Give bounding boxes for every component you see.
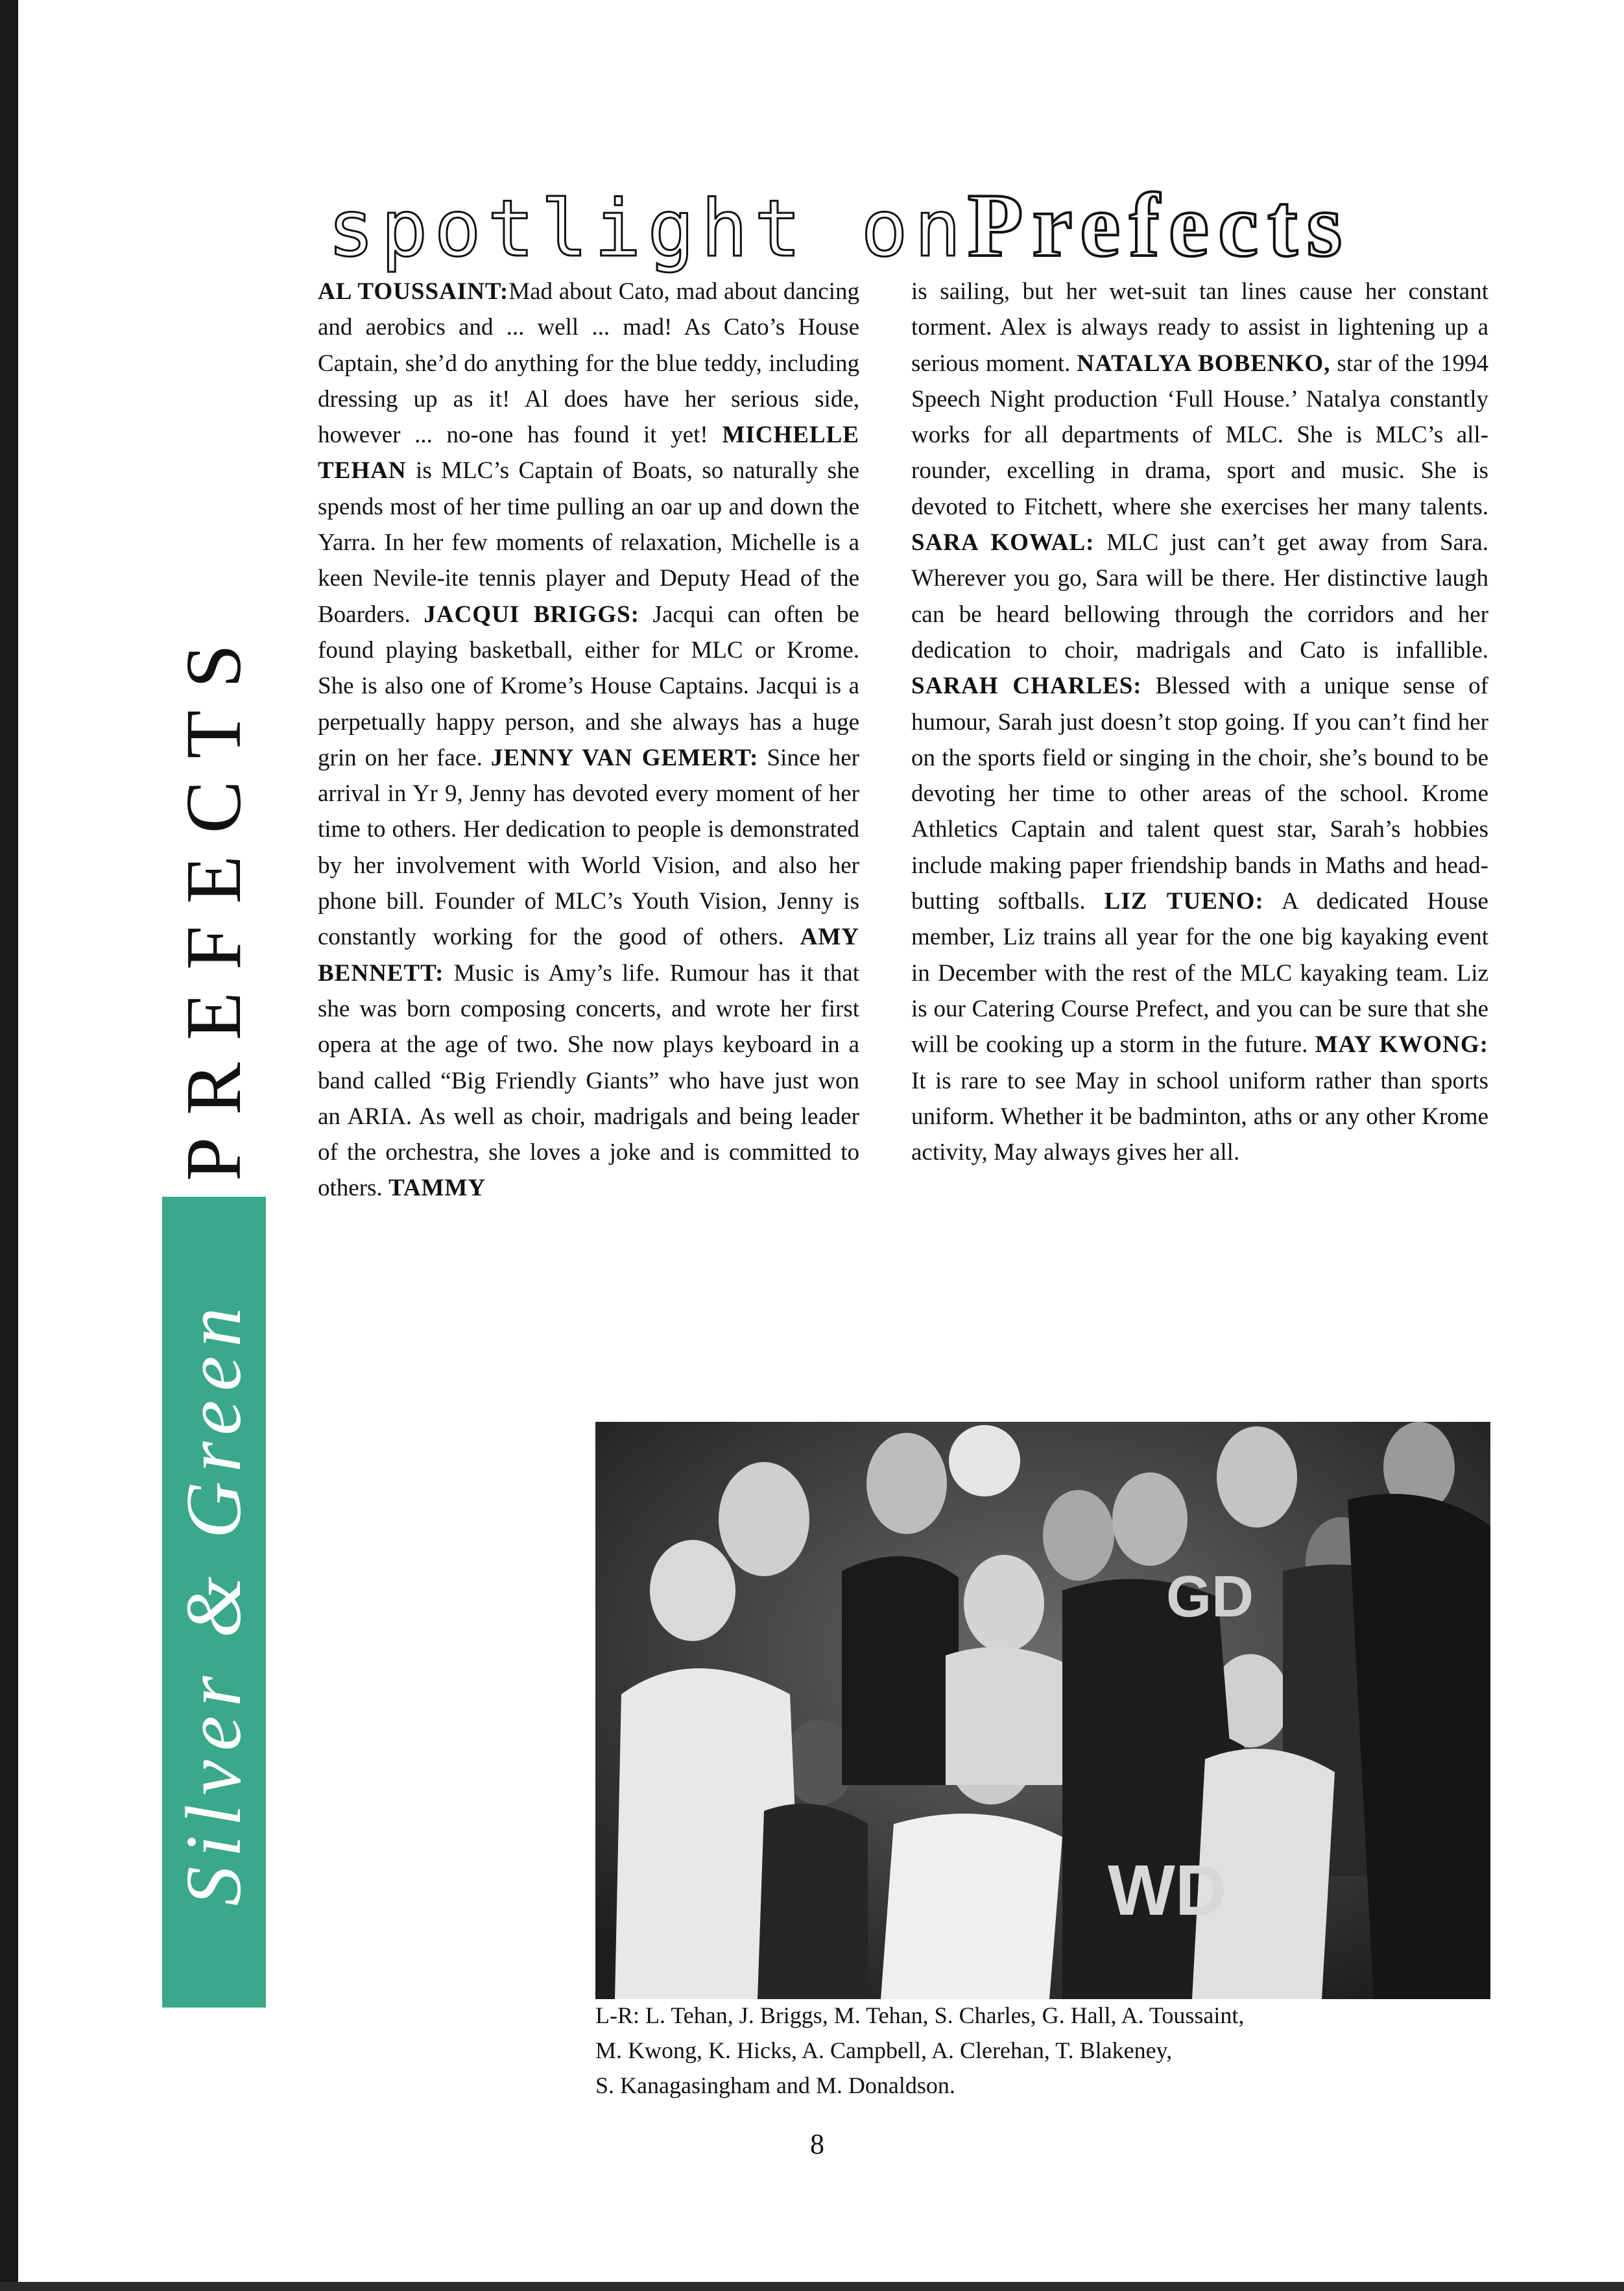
- prefect-name: LIZ TUENO:: [1104, 888, 1264, 915]
- article-column-left: [318, 274, 859, 1206]
- caption-line: M. Kwong, K. Hicks, A. Campbell, A. Clerehan, T. Blakeney,: [595, 2037, 1173, 2063]
- article-text: Music is Amy’s life. Rumour has it that she was born composing concerts, and wrote her first opera at the age of two. She now plays keyboard in a band called “Big Friendly Giants” who have just won an ARIA. As well as choir, madrigals and being leader of the orchestra, she loves a joke and is committed to others.: [318, 959, 859, 1202]
- banner-prefects: PREFECTS: [170, 622, 257, 1181]
- group-photo-image: [595, 1422, 1490, 1999]
- photo-caption: [595, 1998, 1503, 2103]
- article-text: Blessed with a unique sense of humour, Sarah just doesn’t stop going. If you can’t find her on the sports field or singing in the choir, she’s bound to be devoting her time to other areas of the school. Krome Athletics Captain and talent quest star, Sarah’s hobbies include making paper friendship bands in Maths and head-butting softballs.: [911, 673, 1488, 915]
- prefect-name: NATALYA BOBENKO,: [1077, 350, 1331, 377]
- page-title: [328, 174, 1430, 278]
- article-text: A dedicated House member, Liz trains all year for the one big kayaking event in December with the rest of the MLC kayaking team. Liz is our Catering Course Prefect, and you can be sure that she will be cooking up a storm in the future.: [911, 888, 1488, 1059]
- article-text: Since her arrival in Yr 9, Jenny has devoted every moment of her time to others. Her dedication to people is demonstrated by her involvement with World Vision, and also her phone bill. Founder of MLC’s Youth Vision, Jenny is constantly working for the good of others.: [318, 744, 859, 951]
- prefect-name: MICHELLE TEHAN: [318, 422, 859, 485]
- prefect-name: AMY BENNETT:: [318, 924, 859, 987]
- article-text: It is rare to see May in school uniform rather than sports uniform. Whether it be badminton, aths or any other Krome activity, May always gives her all.: [911, 1067, 1488, 1166]
- article-text: Mad about Cato, mad about dancing and aerobics and ... well ... mad! As Cato’s House Captain, she’d do anything for the blue teddy, including dressing up as it! Al does have her serious side, however ... no-one has found it yet!: [318, 278, 860, 449]
- prefect-name: AL TOUSSAINT:: [318, 278, 509, 305]
- article-text: MLC just can’t get away from Sara. Wherever you go, Sara will be there. Her distinctive laugh can be heard bellowing through the corridors and her dedication to choir, madrigals and Cato is infallible.: [911, 529, 1488, 664]
- title-spotlight: spotlight on: [328, 184, 968, 274]
- prefect-name: JENNY VAN GEMERT:: [490, 744, 759, 771]
- article-text: Jacqui can often be found playing basketball, either for MLC or Krome. She is also one of Krome’s House Captains. Jacqui is a perpetually happy person, and she always has a huge grin on her face.: [318, 601, 859, 771]
- vertical-section-banner: [162, 606, 266, 2008]
- article-text: is sailing, but her wet-suit tan lines cause her constant torment. Alex is always ready to assist in lightening up a serious moment.: [911, 278, 1488, 377]
- scan-edge: [0, 0, 18, 2291]
- scan-edge-bottom: [0, 2282, 1624, 2291]
- prefect-name: SARAH CHARLES:: [911, 673, 1142, 700]
- page-number: 8: [810, 2128, 824, 2160]
- caption-line: L-R: L. Tehan, J. Briggs, M. Tehan, S. Charles, G. Hall, A. Toussaint,: [595, 2002, 1245, 2028]
- article-column-right: [911, 274, 1488, 1170]
- article-text: star of the 1994 Speech Night production ‘Full House.’ Natalya constantly works for all departments of MLC. She is MLC’s all-rounder, excelling in drama, sport and music. She is devoted to Fitchett, where she exercises her many talents.: [911, 350, 1488, 520]
- prefect-name: JACQUI BRIGGS:: [424, 601, 639, 628]
- article-text: is MLC’s Captain of Boats, so naturally she spends most of her time pulling an oar up and down the Yarra. In her few moments of relaxation, Michelle is a keen Nevile-ite tennis player and Deputy Head of the Boarders.: [318, 457, 859, 628]
- prefect-name: SARA KOWAL:: [911, 529, 1095, 557]
- banner-silver-green: Silver & Green: [170, 1298, 257, 1906]
- svg-text:WD: WD: [1108, 1851, 1227, 1930]
- prefect-name: TAMMY: [388, 1175, 486, 1202]
- caption-line: S. Kanagasingham and M. Donaldson.: [595, 2072, 955, 2098]
- svg-text:GD: GD: [1166, 1565, 1254, 1629]
- prefect-name: MAY KWONG:: [1315, 1031, 1488, 1059]
- group-photo: [595, 1422, 1490, 1999]
- title-prefects: Prefects: [967, 175, 1352, 276]
